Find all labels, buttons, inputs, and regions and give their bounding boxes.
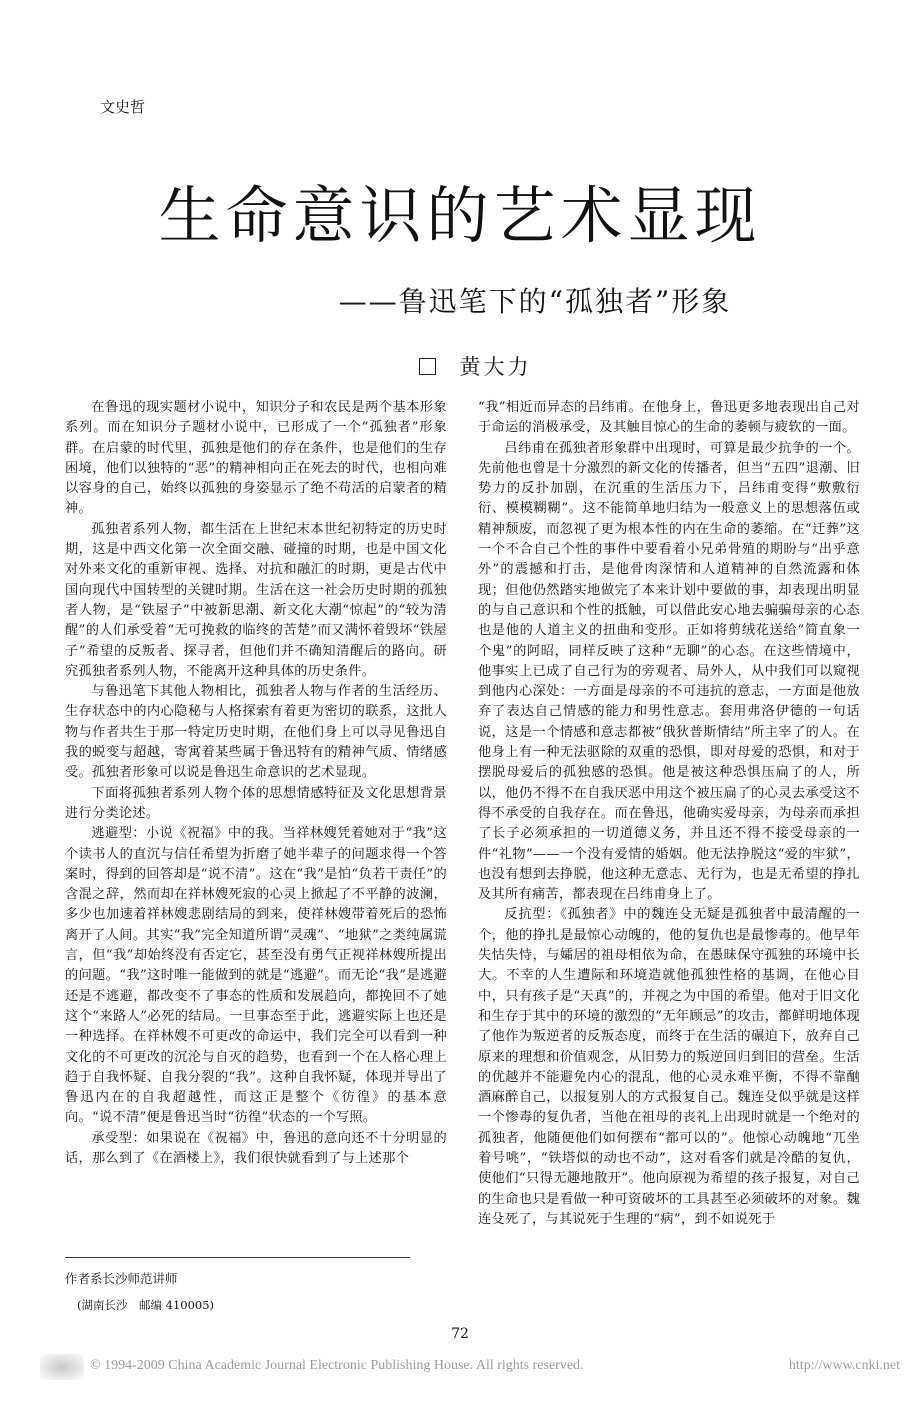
square-icon (419, 358, 436, 375)
footer-url-link[interactable]: http://www.cnki.net (788, 1358, 900, 1373)
author-affiliation: 作者系长沙师范讲师 (65, 1271, 178, 1286)
paragraph: 反抗型：《孤独者》中的魏连殳无疑是孤独者中最清醒的一个，他的挣扎是最惊心动魄的，他的复仇也是最惨毒的。他早年失怙失恃，与孀居的祖母相依为命，在愚昧保守孤独的环境中长大。不幸的人生遭际和环境造就他孤独性格的基调，在他心目中，只有孩子是“天真”的，并视之为中国的希望。他对于旧文化和生存于其中的环境的激烈的“无年顾忌”的攻击，都鲜明地体现了他作为叛逆者的反叛态度，而终于在生活的碾迫下，放弃自己原来的理想和价值观念，从旧势力的叛逆回归到旧的营垒。生活的优越并不能避免内心的混乱，他的心灵永难平衡，不得不靠酗酒麻醉自己，以报复别人的方式报复自己。魏连殳似乎就是这样一个惨毒的复仇者，当他在祖母的丧礼上出现时就是一个绝对的孤独者，他随便他们如何摆布“都可以的”。他惊心动魄地“兀坐着号咷”，“铁塔似的动也不动”，这对看客们就是冷酷的复仇，使他们“只得无趣地散开”。他向原视为希望的孩子报复，对自己的生命也只是看做一种可资破坏的工具甚至必须破坏的对象。魏连殳死了，与其说死于生理的“病”，到不如说死于 (478, 907, 860, 1227)
author-line (0, 352, 920, 382)
footer-copyright (90, 1358, 900, 1374)
footnote (65, 1270, 214, 1314)
paragraph: 孤独者系列人物，都生活在上世纪末本世纪初特定的历史时期，这是中西文化第一次全面交融、碰撞的时期，也是中国文化对外来文化的重新审视、选择、对抗和融汇的时期，更是古代中国向现代中国转型的关键时期。生活在这一社会历史时期的孤独者人物，是“铁屋子”中被新思潮、新文化大潮“惊起”的“较为清醒”的人们承受着“无可挽救的临终的苦楚”而又满怀着毁坏“铁屋子”希望的反叛者、探寻者，但他们并不确知清醒后的路向。研究孤独者系列人物，不能离开这种具体的历史条件。 (65, 521, 447, 679)
footnote-divider (65, 1257, 410, 1258)
cnki-logo-icon (40, 1354, 84, 1380)
paragraph: 承受型：如果说在《祝福》中，鲁迅的意向还不十分明显的话，那么到了《在酒楼上》，我们很快就看到了与上述那个 (65, 1130, 447, 1166)
paragraph: 下面将孤独者系列人物个体的思想情感特征及文化思想背景进行分类论述。 (65, 785, 447, 821)
page-number: 72 (451, 1326, 469, 1342)
author-address: (湖南长沙 邮编 410005) (77, 1298, 215, 1312)
paragraph: 吕纬甫在孤独者形象群中出现时，可算是最少抗争的一个。先前他也曾是十分激烈的新文化的传播者，但当“五四”退潮、旧势力的反扑加剧，在沉重的生活压力下，吕纬甫变得“敷敷衍衍、模模糊糊”。这不能简单地归结为一般意义上的思想落伍或精神颓废，而忽视了更为根本性的内在生命的萎缩。在“迁葬”这一个不合自己个性的事件中要看着小兄弟骨殖的期盼与“出乎意外”的震撼和打击，是他骨肉深情和人道精神的自然流露和体现；但他仍然踏实地做完了本来计划中要做的事，却表现出明显的与自己意识和个性的抵触，可以借此安心地去骗骗母亲的心态也是他的人道主义的扭曲和变形。正如将剪绒花送给“简直象一个鬼”的阿昭，同样反映了这种“无聊”的心态。在这些情境中，他事实上已成了自己行为的旁观者、局外人，从中我们可以窥视到他内心深处：一方面是母亲的不可违抗的意志，一方面是他放弃了表达自己情感的能力和男性意志。套用弗洛伊德的一句话说，这是一个情感和意志都被“俄狄普斯情结”所主宰了的人。在他身上有一种无法驱除的双重的恐惧，即对母爱的恐惧，和对于摆脱母爱后的孤独感的恐惧。他是被这种恐惧压扁了的人，所以，他仍不得不在自我厌恶中用这个被压扁了的心灵去承受这不得不承受的自我存在。而在鲁迅，他确实爱母亲，为母亲而承担了长子必须承担的一切道德义务，并且还不得不接受母亲的一件“礼物”——一个没有爱情的婚姻。他无法挣脱这“爱的牢狱”，也没有想到去挣脱，他这种无意志、无行为，也是无希望的挣扎及其所有痛苦，都表现在吕纬甫身上了。 (478, 440, 860, 903)
left-column (65, 398, 447, 1223)
paragraph: 与鲁迅笔下其他人物相比，孤独者人物与作者的生活经历、生存状态中的内心隐秘与人格探索有着更为密切的联系，这批人物与作者共生于那一特定历史时期，在他们身上可以寻见鲁迅自我的蜕变与超越，寄寓着某些属于鲁迅特有的精神气质、情绪感受。孤独者形象可以说是鲁迅生命意识的艺术显现。 (65, 684, 447, 781)
section-label: 文史哲 (100, 98, 146, 116)
article-title: 生命意识的艺术显现 (158, 179, 762, 252)
paragraph: “我”相近而异态的吕纬甫。在他身上，鲁迅更多地表现出自己对于命运的消极承受，及其触目惊心的生命的萎顿与疲软的一面。 (478, 400, 860, 436)
copyright-text: © 1994-2009 China Academic Journal Electronic Publishing House. All rights reserved. (90, 1358, 584, 1373)
paragraph: 在鲁迅的现实题材小说中，知识分子和农民是两个基本形象系列。而在知识分子题材小说中，已形成了一个“孤独者”形象群。在启蒙的时代里，孤独是他们的存在条件，也是他们的生存困境，他们以独特的“恶”的精神相向正在死去的时代，也相向难以容身的自己，始终以孤独的身姿显示了绝不苟活的启蒙者的精神。 (65, 400, 447, 517)
article-subtitle: ——鲁迅笔下的“孤独者”形象 (338, 285, 732, 318)
paragraph: 逃避型：小说《祝福》中的我。当祥林嫂凭着她对于“我”这个读书人的直沉与信任希望为折磨了她半辈子的问题求得一个答案时，得到的回答却是“说不清”。这在“我”是怕“负若干责任”的含混之辞，然而却在祥林嫂死寂的心灵上掀起了不平静的波澜，多少也加速着祥林嫂悲剧结局的到来，使祥林嫂带着死后的恐怖离开了人间。其实“我”完全知道所谓“灵魂”、“地狱”之类纯属谎言，但“我”却始终没有否定它，甚至没有勇气正视祥林嫂所提出的问题。“我”这时唯一能做到的就是“逃避”。而无论“我”是逃避还是不逃避，都改变不了事态的性质和发展趋向，都挽回不了她这个“来路人”必死的结局。一旦事态至于此，逃避实际上也还是一种选择。在祥林嫂不可更改的命运中，我们完全可以看到一种文化的不可更改的沉沦与自灭的趋势，也看到一个在人格心理上趋于自我怀疑、自我分裂的“我”。这种自我怀疑，体现并导出了鲁迅内在的自我超越性，而这正是整个《彷徨》的基本意向。“说不清”便是鲁迅当时“彷徨”状态的一个写照。 (65, 826, 447, 1126)
right-column (478, 398, 860, 1323)
author-name: 黄大力 (459, 355, 532, 379)
